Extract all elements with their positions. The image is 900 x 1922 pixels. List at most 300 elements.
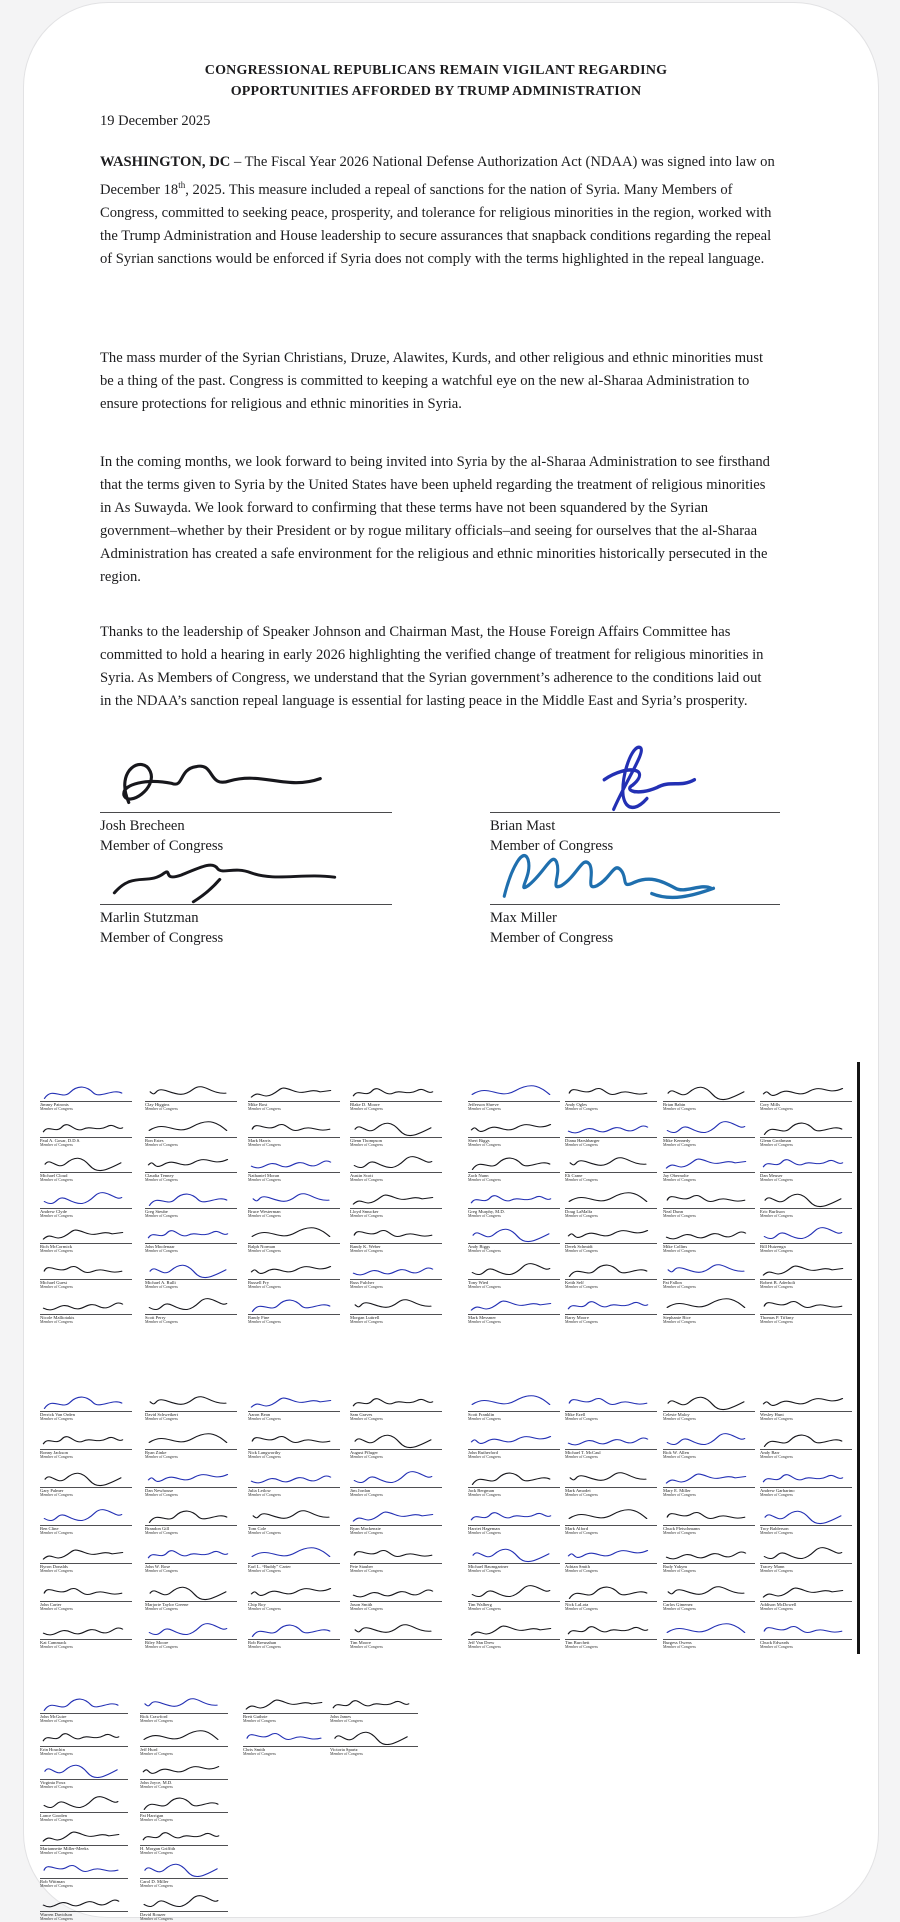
signature-image bbox=[468, 1118, 560, 1137]
signature-cell bbox=[140, 1694, 228, 1724]
signature-cell bbox=[760, 1189, 852, 1219]
signer-title: Member of Congress bbox=[248, 1569, 281, 1574]
signer-title: Member of Congress bbox=[663, 1417, 696, 1422]
signature-image bbox=[40, 1892, 128, 1911]
signature-image bbox=[760, 1189, 852, 1208]
signature-image bbox=[760, 1153, 852, 1172]
signature-cell bbox=[40, 1859, 128, 1889]
signature-image bbox=[40, 1153, 132, 1172]
signature-scribble bbox=[760, 1225, 847, 1245]
signature-scribble bbox=[140, 1696, 222, 1713]
signer-name: Pat Fallon bbox=[663, 1279, 682, 1285]
signature-image bbox=[565, 1620, 657, 1639]
signer-name: Bruce Westerman bbox=[248, 1208, 281, 1214]
signer-title: Member of Congress bbox=[565, 1284, 598, 1289]
signature-scribble bbox=[468, 1508, 554, 1525]
signer-name: Sheri Biggs bbox=[468, 1137, 490, 1143]
signature-image bbox=[760, 1082, 852, 1101]
signature-image bbox=[468, 1224, 560, 1243]
signer-title: Member of Congress bbox=[350, 1107, 383, 1112]
signature-image bbox=[145, 1118, 237, 1137]
signer-title: Member of Congress bbox=[468, 1417, 501, 1422]
signature-image bbox=[350, 1153, 442, 1172]
signature-scribble bbox=[40, 1393, 127, 1413]
signer-title: Member of Congress bbox=[243, 1719, 276, 1724]
signature-scribble bbox=[565, 1431, 652, 1451]
signature-cell bbox=[40, 1620, 132, 1650]
signer-name: Erin Houchin bbox=[40, 1747, 65, 1752]
signature-image bbox=[350, 1224, 442, 1243]
primary-signer-name: Marlin Stutzman bbox=[100, 910, 199, 926]
signature-scribble bbox=[468, 1297, 554, 1314]
signer-name: Mike Bost bbox=[248, 1102, 268, 1107]
letter-title-line1: CONGRESSIONAL REPUBLICANS REMAIN VIGILANT REGARDING bbox=[204, 63, 668, 78]
signature-cell bbox=[663, 1582, 755, 1612]
signature-cell bbox=[760, 1620, 852, 1650]
primary-signature-scribble bbox=[100, 846, 339, 904]
signature-scribble bbox=[468, 1260, 555, 1280]
signature-cell bbox=[140, 1859, 228, 1889]
signature-image bbox=[350, 1260, 442, 1279]
signature-scribble bbox=[248, 1084, 334, 1101]
signature-cell bbox=[468, 1189, 560, 1219]
signature-image bbox=[565, 1082, 657, 1101]
signature-scribble bbox=[145, 1154, 232, 1174]
primary-signature-0 bbox=[100, 750, 392, 812]
signature-image bbox=[40, 1392, 132, 1411]
signature-image bbox=[248, 1153, 340, 1172]
signer-name: Brandon Gill bbox=[145, 1526, 170, 1531]
signature-cell bbox=[248, 1582, 340, 1612]
signature-scribble bbox=[248, 1225, 335, 1245]
signer-name: Jeff Hurd bbox=[140, 1747, 158, 1752]
signature-cell bbox=[663, 1118, 755, 1148]
letter-paragraph-1 bbox=[100, 151, 776, 271]
signer-name: Russ Fulcher bbox=[350, 1279, 375, 1285]
signer-title: Member of Congress bbox=[40, 1284, 73, 1289]
signer-title: Member of Congress bbox=[40, 1107, 73, 1112]
signature-image bbox=[248, 1295, 340, 1314]
signature-cell bbox=[663, 1620, 755, 1650]
signature-image bbox=[350, 1118, 442, 1137]
signature-image bbox=[243, 1727, 331, 1746]
signature-image bbox=[468, 1620, 560, 1639]
signature-scribble bbox=[40, 1794, 123, 1814]
signer-name: H. Morgan Griffith bbox=[140, 1846, 176, 1851]
signature-scribble bbox=[40, 1621, 127, 1641]
signer-name: Brett Guthrie bbox=[243, 1714, 268, 1719]
signature-cell bbox=[145, 1153, 237, 1183]
signer-title: Member of Congress bbox=[40, 1917, 73, 1922]
signer-name: Clay Higgins bbox=[145, 1102, 170, 1107]
signature-scribble bbox=[663, 1621, 750, 1641]
signature-cell bbox=[760, 1260, 852, 1290]
signature-cell bbox=[248, 1153, 340, 1183]
signature-cell bbox=[40, 1506, 132, 1536]
signature-image bbox=[248, 1506, 340, 1525]
signature-cell bbox=[40, 1082, 132, 1112]
signer-name: Mark Messmer bbox=[468, 1315, 496, 1320]
signer-title: Member of Congress bbox=[330, 1752, 363, 1757]
signature-cell bbox=[468, 1430, 560, 1460]
signer-name: Tom Cole bbox=[248, 1526, 267, 1531]
signature-scribble bbox=[760, 1189, 847, 1209]
signature-cell bbox=[40, 1468, 132, 1498]
signature-cell bbox=[243, 1727, 331, 1757]
signer-title: Member of Congress bbox=[40, 1213, 73, 1218]
primary-signature-line bbox=[490, 904, 780, 905]
signature-image bbox=[663, 1544, 755, 1563]
signature-scribble bbox=[145, 1296, 232, 1316]
signature-scribble bbox=[145, 1084, 231, 1101]
signature-scribble bbox=[145, 1431, 232, 1451]
signature-cell bbox=[565, 1544, 657, 1574]
signer-title: Member of Congress bbox=[40, 1142, 73, 1147]
scan-edge-line bbox=[857, 1062, 860, 1654]
signature-scribble bbox=[565, 1225, 652, 1245]
signature-scribble bbox=[350, 1469, 437, 1489]
signature-image bbox=[565, 1582, 657, 1601]
signature-cell bbox=[40, 1224, 132, 1254]
signer-name: Ryan Zinke bbox=[145, 1450, 167, 1455]
signer-name: Riley Moore bbox=[145, 1640, 169, 1645]
signature-image bbox=[350, 1468, 442, 1487]
signer-name: Victoria Spartz bbox=[330, 1747, 358, 1752]
signature-scribble bbox=[140, 1860, 223, 1880]
signer-title: Member of Congress bbox=[248, 1320, 281, 1325]
signer-title: Member of Congress bbox=[40, 1884, 73, 1889]
signer-name: Chuck Edwards bbox=[760, 1640, 790, 1645]
signer-name: Glenn Thompson bbox=[350, 1137, 382, 1143]
signer-name: Addison McDowell bbox=[760, 1602, 797, 1607]
signer-name: Mark Alford bbox=[565, 1526, 589, 1531]
signer-name: Andy Barr bbox=[760, 1450, 780, 1455]
signature-cell bbox=[350, 1620, 442, 1650]
signature-image bbox=[663, 1620, 755, 1639]
signature-scribble bbox=[663, 1393, 750, 1413]
signature-cell bbox=[350, 1468, 442, 1498]
signer-title: Member of Congress bbox=[140, 1818, 173, 1823]
signature-scribble bbox=[145, 1507, 232, 1527]
signature-cell bbox=[565, 1260, 657, 1290]
signature-scribble bbox=[760, 1470, 846, 1487]
signer-title: Member of Congress bbox=[468, 1531, 501, 1536]
ordinal-superscript: th bbox=[178, 180, 186, 190]
signer-title: Member of Congress bbox=[565, 1607, 598, 1612]
signer-title: Member of Congress bbox=[468, 1607, 501, 1612]
signature-cell bbox=[468, 1260, 560, 1290]
signature-scribble bbox=[565, 1260, 652, 1280]
signature-scribble bbox=[663, 1507, 750, 1527]
letter-paragraph-3: In the coming months, we look forward to being invited into Syria by the al-Sharaa Administration to see firsthand that the terms given to Syria by the United States have been upheld regarding the treatment of religious minorities in As Suwayda. We look forward to confirming that these terms have not been squandered by the Syrian government–whether by their President or by rogue military officials–and seeing for ourselves that the al-Sharaa Administration has created a safe environment for the religious and ethnic minorities historically persecuted in the region. bbox=[100, 454, 770, 585]
signature-cell bbox=[248, 1295, 340, 1325]
signature-image bbox=[40, 1260, 132, 1279]
signer-title: Member of Congress bbox=[350, 1249, 383, 1254]
signer-name: Tim Moore bbox=[350, 1640, 371, 1645]
signature-cell bbox=[565, 1295, 657, 1325]
signature-cell bbox=[40, 1727, 128, 1757]
signature-image bbox=[468, 1189, 560, 1208]
signature-cell bbox=[248, 1506, 340, 1536]
signature-cell bbox=[40, 1295, 132, 1325]
signer-title: Member of Congress bbox=[760, 1142, 793, 1147]
signer-name: Diana Harshbarger bbox=[565, 1137, 600, 1143]
signature-scribble bbox=[40, 1729, 122, 1746]
signature-cell bbox=[663, 1082, 755, 1112]
signature-image bbox=[40, 1430, 132, 1449]
signature-cell bbox=[468, 1582, 560, 1612]
signer-name: Rick Crawford bbox=[140, 1714, 168, 1719]
primary-signature-scribble bbox=[490, 836, 728, 904]
signature-cell bbox=[565, 1620, 657, 1650]
signature-cell bbox=[40, 1694, 128, 1724]
signer-name: Robert B. Aderholt bbox=[760, 1279, 796, 1285]
signature-image bbox=[145, 1430, 237, 1449]
signer-title: Member of Congress bbox=[248, 1645, 281, 1650]
signer-title: Member of Congress bbox=[145, 1531, 178, 1536]
signer-title: Member of Congress bbox=[760, 1455, 793, 1460]
signer-name: Dan Newhouse bbox=[145, 1488, 174, 1493]
signature-image bbox=[40, 1793, 128, 1812]
signer-title: Member of Congress bbox=[145, 1142, 178, 1147]
signature-image bbox=[248, 1468, 340, 1487]
signature-image bbox=[248, 1620, 340, 1639]
signer-name: Warren Davidson bbox=[40, 1912, 73, 1917]
signer-name: Sam Graves bbox=[350, 1412, 373, 1417]
signature-scribble bbox=[40, 1226, 126, 1243]
signer-title: Member of Congress bbox=[40, 1493, 73, 1498]
signature-scribble bbox=[350, 1394, 436, 1411]
signature-scribble bbox=[663, 1296, 750, 1316]
signer-name: Brian Babin bbox=[663, 1102, 686, 1107]
signature-image bbox=[140, 1826, 228, 1845]
letter-paragraph-4: Thanks to the leadership of Speaker Johnson and Chairman Mast, the House Foreign Affairs Committee has committed to hold a hearing in early 2026 highlighting the verified change of treatment for religious minorities in Syria. As Members of Congress, we understand that the Syrian government’s adherence to the conditions laid out in the NDAA’s sanction repeal language is essential for lasting peace in the Middle East and Syria’s prosperity. bbox=[100, 624, 764, 709]
signer-name: Andrew Garbarino bbox=[760, 1488, 795, 1493]
signer-name: Ben Cline bbox=[40, 1526, 59, 1531]
signature-scribble bbox=[40, 1189, 127, 1209]
signature-image bbox=[140, 1760, 228, 1779]
signer-name: Doug LaMalfa bbox=[565, 1208, 593, 1214]
signer-name: Pete Stauber bbox=[350, 1564, 374, 1569]
signer-title: Member of Congress bbox=[663, 1455, 696, 1460]
signer-title: Member of Congress bbox=[145, 1455, 178, 1460]
signer-title: Member of Congress bbox=[468, 1142, 501, 1147]
signature-image bbox=[760, 1295, 852, 1314]
signature-scribble bbox=[248, 1621, 335, 1641]
signature-image bbox=[350, 1295, 442, 1314]
signer-title: Member of Congress bbox=[468, 1569, 501, 1574]
signature-cell bbox=[565, 1224, 657, 1254]
signer-name: Russell Fry bbox=[248, 1279, 270, 1285]
signature-image bbox=[760, 1544, 852, 1563]
signature-cell bbox=[565, 1582, 657, 1612]
signer-name: Harriet Hageman bbox=[468, 1526, 500, 1531]
signature-scribble bbox=[40, 1120, 126, 1137]
signature-cell bbox=[565, 1506, 657, 1536]
signature-scribble bbox=[760, 1584, 846, 1601]
signer-name: Mike Ezell bbox=[565, 1412, 586, 1417]
signer-title: Member of Congress bbox=[663, 1107, 696, 1112]
signature-cell bbox=[350, 1582, 442, 1612]
signature-cell bbox=[40, 1189, 132, 1219]
signature-cell bbox=[565, 1468, 657, 1498]
signer-name: Pat Harrigan bbox=[140, 1813, 164, 1818]
signature-image bbox=[468, 1082, 560, 1101]
signature-scribble bbox=[663, 1262, 749, 1279]
signer-title: Member of Congress bbox=[140, 1851, 173, 1856]
signer-title: Member of Congress bbox=[760, 1493, 793, 1498]
signer-name: Carol D. Miller bbox=[140, 1879, 169, 1884]
signature-scribble bbox=[468, 1118, 555, 1138]
signer-name: Jeff Van Drew bbox=[468, 1640, 495, 1645]
signer-name: Ronny Jackson bbox=[40, 1450, 68, 1455]
signature-image bbox=[140, 1859, 228, 1878]
signature-scribble bbox=[40, 1893, 123, 1913]
signer-title: Member of Congress bbox=[40, 1851, 73, 1856]
signer-name: Nathaniel Moran bbox=[248, 1173, 280, 1178]
signer-name: Neal Dunn bbox=[663, 1208, 684, 1214]
signature-image bbox=[663, 1295, 755, 1314]
signer-name: August Pfluger bbox=[350, 1450, 378, 1455]
signature-cell bbox=[760, 1506, 852, 1536]
signature-cell bbox=[663, 1224, 755, 1254]
signature-scribble bbox=[350, 1225, 437, 1245]
signature-image bbox=[760, 1260, 852, 1279]
signature-cell bbox=[145, 1620, 237, 1650]
signature-scribble bbox=[40, 1507, 127, 1527]
signer-name: Andy Ogles bbox=[565, 1102, 588, 1107]
signature-cell bbox=[330, 1694, 418, 1724]
signature-scribble bbox=[760, 1621, 847, 1641]
signature-cell bbox=[140, 1793, 228, 1823]
signature-image bbox=[145, 1189, 237, 1208]
signature-cell bbox=[248, 1224, 340, 1254]
signature-scribble bbox=[468, 1469, 555, 1489]
signature-cell bbox=[468, 1082, 560, 1112]
signature-cell bbox=[760, 1544, 852, 1574]
signature-image bbox=[350, 1582, 442, 1601]
signature-scribble bbox=[663, 1083, 750, 1103]
signature-image bbox=[350, 1506, 442, 1525]
signature-scribble bbox=[248, 1191, 334, 1208]
signature-scribble bbox=[468, 1191, 554, 1208]
signer-title: Member of Congress bbox=[663, 1320, 696, 1325]
signer-name: Tim Walberg bbox=[468, 1602, 492, 1607]
signer-name: Lance Gooden bbox=[40, 1813, 67, 1818]
signature-scribble bbox=[468, 1393, 555, 1413]
signer-name: Nicole Malliotakis bbox=[40, 1315, 75, 1320]
signer-title: Member of Congress bbox=[145, 1607, 178, 1612]
signer-name: Julia Letlow bbox=[248, 1488, 271, 1493]
signer-title: Member of Congress bbox=[350, 1417, 383, 1422]
signature-image bbox=[140, 1793, 228, 1812]
signature-cell bbox=[350, 1153, 442, 1183]
signature-image bbox=[145, 1260, 237, 1279]
signer-name: Earl L. “Buddy” Carter bbox=[248, 1564, 291, 1569]
signature-scribble bbox=[760, 1545, 847, 1565]
signature-scribble bbox=[760, 1155, 846, 1172]
signature-cell bbox=[663, 1506, 755, 1536]
signature-scribble bbox=[145, 1118, 232, 1138]
signer-title: Member of Congress bbox=[350, 1284, 383, 1289]
signature-cell bbox=[663, 1392, 755, 1422]
signature-scribble bbox=[40, 1260, 127, 1280]
signer-title: Member of Congress bbox=[565, 1107, 598, 1112]
signature-cell bbox=[350, 1544, 442, 1574]
signature-cell bbox=[40, 1892, 128, 1922]
signature-scribble bbox=[565, 1155, 651, 1172]
signer-name: Derrick Van Orden bbox=[40, 1412, 75, 1417]
signature-image bbox=[248, 1224, 340, 1243]
signature-scribble bbox=[40, 1083, 127, 1103]
signature-cell bbox=[248, 1118, 340, 1148]
signature-cell bbox=[40, 1392, 132, 1422]
signature-image bbox=[565, 1153, 657, 1172]
signature-scribble bbox=[565, 1545, 652, 1565]
signer-title: Member of Congress bbox=[350, 1607, 383, 1612]
signer-title: Member of Congress bbox=[40, 1569, 73, 1574]
signer-title: Member of Congress bbox=[760, 1284, 793, 1289]
signature-cell bbox=[145, 1506, 237, 1536]
signature-image bbox=[663, 1082, 755, 1101]
signer-title: Member of Congress bbox=[468, 1493, 501, 1498]
signature-image bbox=[663, 1118, 755, 1137]
signer-name: John McGuire bbox=[40, 1714, 67, 1719]
signature-cell bbox=[350, 1295, 442, 1325]
signature-image bbox=[145, 1392, 237, 1411]
signer-title: Member of Congress bbox=[350, 1178, 383, 1183]
signature-image bbox=[248, 1392, 340, 1411]
signature-image bbox=[248, 1430, 340, 1449]
signature-scribble bbox=[248, 1296, 335, 1316]
signature-image bbox=[145, 1153, 237, 1172]
signature-image bbox=[145, 1582, 237, 1601]
signature-image bbox=[663, 1392, 755, 1411]
letter-paragraph-2: The mass murder of the Syrian Christians, Druze, Alawites, Kurds, and other religious and ethnic minorities must be a thing of the past. Congress is committed to keeping a watchful eye on the new al-Sharaa Administration to ensure protections for religious and ethnic minorities in Syria. bbox=[100, 350, 764, 412]
signature-cell bbox=[760, 1392, 852, 1422]
signature-image bbox=[330, 1727, 418, 1746]
signature-scribble bbox=[565, 1583, 652, 1603]
signer-title: Member of Congress bbox=[760, 1178, 793, 1183]
signature-image bbox=[468, 1506, 560, 1525]
primary-signature-scribble bbox=[490, 742, 728, 812]
signature-scribble bbox=[565, 1393, 652, 1413]
signature-cell bbox=[40, 1826, 128, 1856]
signer-name: Cory Mills bbox=[760, 1102, 781, 1107]
letter-title-line2: OPPORTUNITIES AFFORDED BY TRUMP ADMINISTRATION bbox=[230, 84, 642, 99]
signature-scribble bbox=[468, 1431, 555, 1451]
signature-scribble bbox=[760, 1118, 847, 1138]
signer-title: Member of Congress bbox=[145, 1417, 178, 1422]
signer-title: Member of Congress bbox=[565, 1645, 598, 1650]
signature-image bbox=[760, 1582, 852, 1601]
signer-name: Nick Langworthy bbox=[248, 1450, 281, 1455]
signer-title: Member of Congress bbox=[40, 1818, 73, 1823]
signature-scribble bbox=[243, 1728, 326, 1748]
signature-image bbox=[140, 1727, 228, 1746]
signature-scribble bbox=[248, 1469, 335, 1489]
signature-scribble bbox=[760, 1262, 846, 1279]
signer-title: Member of Congress bbox=[248, 1493, 281, 1498]
signer-title: Member of Congress bbox=[760, 1531, 793, 1536]
signature-cell bbox=[145, 1544, 237, 1574]
signature-cell bbox=[468, 1506, 560, 1536]
signer-title: Member of Congress bbox=[248, 1142, 281, 1147]
signer-name: Andrew Clyde bbox=[40, 1208, 67, 1214]
signer-title: Member of Congress bbox=[565, 1142, 598, 1147]
signature-cell bbox=[760, 1468, 852, 1498]
primary-signer-name: Josh Brecheen bbox=[100, 818, 185, 834]
